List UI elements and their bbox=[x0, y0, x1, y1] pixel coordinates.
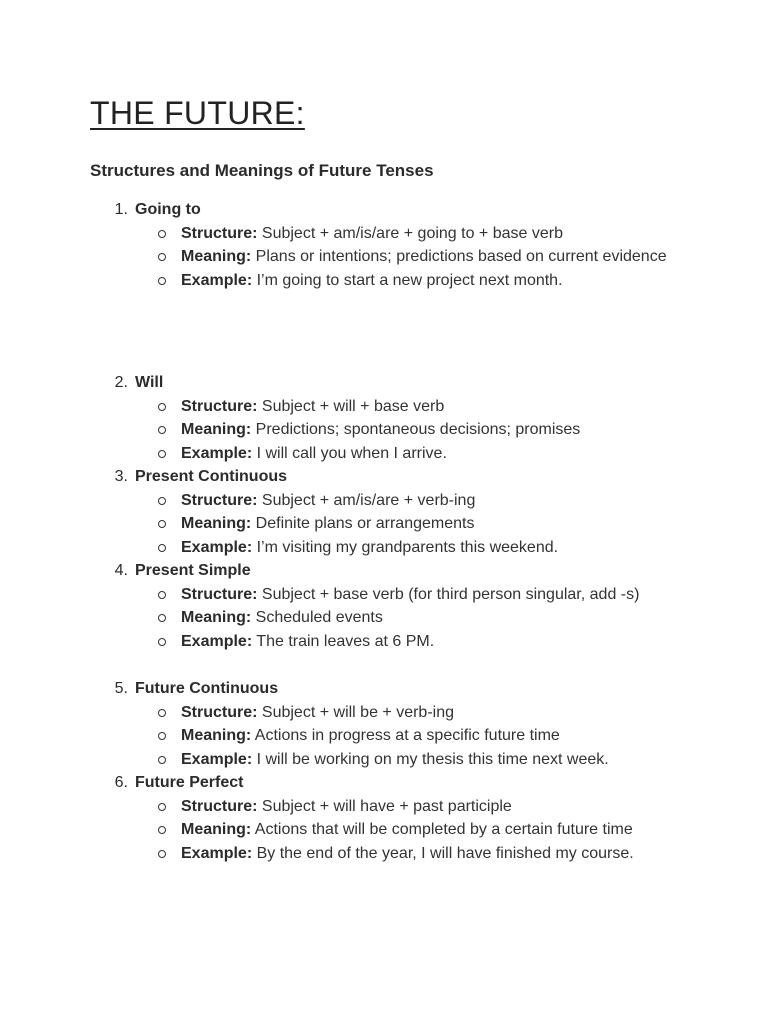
hollow-circle-bullet-icon bbox=[158, 732, 166, 740]
tense-heading bbox=[0, 559, 768, 583]
meaning-label: Meaning: bbox=[181, 727, 252, 745]
meaning-label: Meaning: bbox=[181, 421, 252, 439]
example-text: By the end of the year, I will have finished my course. bbox=[256, 844, 634, 862]
tense-heading bbox=[0, 371, 768, 395]
meaning-bullet bbox=[0, 724, 768, 748]
list-number: 5. bbox=[114, 680, 128, 697]
example-text: I’m visiting my grandparents this weekend. bbox=[256, 538, 559, 556]
tense-name: Going to bbox=[135, 201, 201, 218]
hollow-circle-bullet-icon bbox=[158, 756, 166, 764]
meaning-label: Meaning: bbox=[181, 821, 252, 839]
page-title: THE FUTURE: bbox=[90, 95, 305, 131]
section-heading: Structures and Meanings of Future Tenses bbox=[90, 161, 434, 180]
example-label: Example: bbox=[181, 538, 253, 556]
meaning-bullet bbox=[0, 512, 768, 536]
structure-label: Structure: bbox=[181, 585, 258, 603]
tense-item-future-continuous bbox=[0, 677, 768, 771]
hollow-circle-bullet-icon bbox=[158, 544, 166, 552]
structure-text: Subject + am/is/are + going to + base verb bbox=[261, 224, 563, 242]
example-bullet bbox=[0, 842, 768, 866]
example-text: I will call you when I arrive. bbox=[256, 444, 447, 462]
meaning-text: Definite plans or arrangements bbox=[255, 515, 475, 533]
list-number: 4. bbox=[114, 562, 128, 579]
example-bullet bbox=[0, 748, 768, 772]
example-label: Example: bbox=[181, 271, 253, 289]
meaning-label: Meaning: bbox=[181, 248, 252, 266]
structure-text: Subject + am/is/are + verb-ing bbox=[261, 491, 476, 509]
meaning-text: Actions in progress at a specific future time bbox=[254, 727, 560, 745]
structure-bullet bbox=[0, 395, 768, 419]
meaning-text: Actions that will be completed by a certain future time bbox=[254, 821, 633, 839]
meaning-text: Plans or intentions; predictions based on current evidence bbox=[255, 248, 667, 266]
meaning-label: Meaning: bbox=[181, 609, 252, 627]
meaning-text: Scheduled events bbox=[255, 609, 383, 627]
example-label: Example: bbox=[181, 844, 253, 862]
structure-bullet bbox=[0, 222, 768, 246]
hollow-circle-bullet-icon bbox=[158, 709, 166, 717]
structure-label: Structure: bbox=[181, 224, 258, 242]
example-text: The train leaves at 6 PM. bbox=[256, 632, 435, 650]
example-bullet bbox=[0, 442, 768, 466]
structure-label: Structure: bbox=[181, 397, 258, 415]
structure-bullet bbox=[0, 489, 768, 513]
hollow-circle-bullet-icon bbox=[158, 850, 166, 858]
structure-label: Structure: bbox=[181, 491, 258, 509]
structure-label: Structure: bbox=[181, 797, 258, 815]
tense-heading bbox=[0, 198, 768, 222]
list-number: 6. bbox=[114, 774, 128, 791]
list-number: 3. bbox=[114, 468, 128, 485]
hollow-circle-bullet-icon bbox=[158, 614, 166, 622]
hollow-circle-bullet-icon bbox=[158, 253, 166, 261]
hollow-circle-bullet-icon bbox=[158, 230, 166, 238]
hollow-circle-bullet-icon bbox=[158, 826, 166, 834]
hollow-circle-bullet-icon bbox=[158, 803, 166, 811]
tense-name: Will bbox=[135, 374, 164, 391]
example-bullet bbox=[0, 536, 768, 560]
hollow-circle-bullet-icon bbox=[158, 520, 166, 528]
list-number: 2. bbox=[114, 374, 128, 391]
meaning-bullet bbox=[0, 245, 768, 269]
tense-item-present-continuous bbox=[0, 465, 768, 559]
tense-item-present-simple bbox=[0, 559, 768, 653]
meaning-bullet bbox=[0, 818, 768, 842]
tense-name: Future Continuous bbox=[135, 680, 279, 697]
tense-item-going-to bbox=[0, 198, 768, 292]
tense-heading bbox=[0, 771, 768, 795]
tense-item-will bbox=[0, 371, 768, 465]
example-text: I’m going to start a new project next month. bbox=[256, 271, 563, 289]
hollow-circle-bullet-icon bbox=[158, 497, 166, 505]
example-label: Example: bbox=[181, 750, 253, 768]
tense-item-future-perfect bbox=[0, 771, 768, 865]
tense-heading bbox=[0, 677, 768, 701]
list-number: 1. bbox=[114, 201, 128, 218]
tense-heading bbox=[0, 465, 768, 489]
hollow-circle-bullet-icon bbox=[158, 450, 166, 458]
structure-text: Subject + base verb (for third person singular, add -s) bbox=[261, 585, 640, 603]
meaning-text: Predictions; spontaneous decisions; promises bbox=[255, 421, 581, 439]
structure-text: Subject + will + base verb bbox=[261, 397, 445, 415]
example-bullet bbox=[0, 269, 768, 293]
structure-bullet bbox=[0, 701, 768, 725]
structure-bullet bbox=[0, 795, 768, 819]
structure-text: Subject + will be + verb-ing bbox=[261, 703, 455, 721]
example-label: Example: bbox=[181, 444, 253, 462]
hollow-circle-bullet-icon bbox=[158, 277, 166, 285]
structure-text: Subject + will have + past participle bbox=[261, 797, 512, 815]
hollow-circle-bullet-icon bbox=[158, 426, 166, 434]
structure-label: Structure: bbox=[181, 703, 258, 721]
tense-name: Future Perfect bbox=[135, 774, 244, 791]
structure-bullet bbox=[0, 583, 768, 607]
example-bullet bbox=[0, 630, 768, 654]
meaning-bullet bbox=[0, 606, 768, 630]
meaning-bullet bbox=[0, 418, 768, 442]
tense-name: Present Continuous bbox=[135, 468, 288, 485]
tense-name: Present Simple bbox=[135, 562, 251, 579]
example-text: I will be working on my thesis this time next week. bbox=[256, 750, 609, 768]
hollow-circle-bullet-icon bbox=[158, 403, 166, 411]
hollow-circle-bullet-icon bbox=[158, 638, 166, 646]
example-label: Example: bbox=[181, 632, 253, 650]
meaning-label: Meaning: bbox=[181, 515, 252, 533]
hollow-circle-bullet-icon bbox=[158, 591, 166, 599]
